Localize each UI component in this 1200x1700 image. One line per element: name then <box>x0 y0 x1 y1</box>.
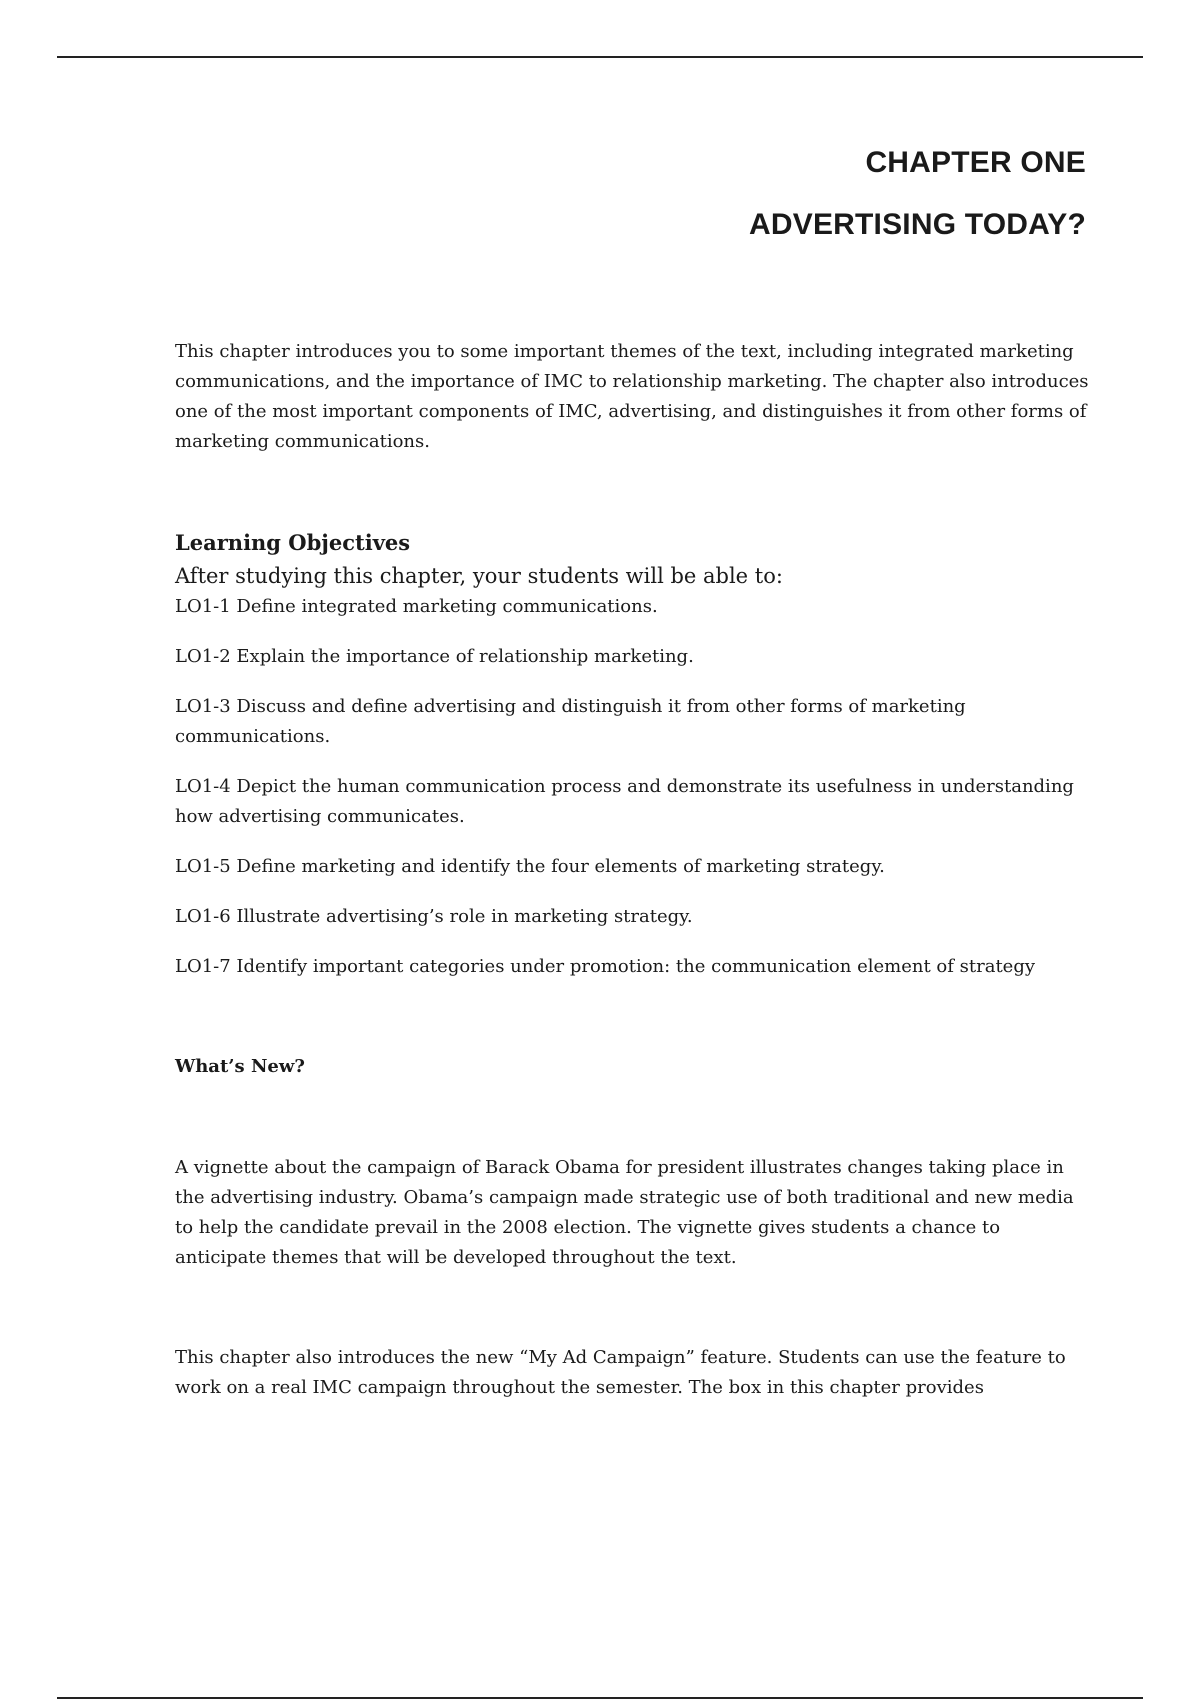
chapter-number: CHAPTER ONE <box>865 146 1086 179</box>
objective-item: LO1-6 Illustrate advertising’s role in marketing strategy. <box>175 906 693 927</box>
learning-objectives-intro: After studying this chapter, your students will be able to: <box>175 564 783 588</box>
intro-paragraph: This chapter introduces you to some important themes of the text, including integrated marketing communications, and the importance of IMC to relationship marketing. The chapter also introduces one of the most important components of IMC, advertising, and distinguishes it from other forms of marketing communications. <box>175 341 1089 452</box>
objective-item: LO1-7 Identify important categories under promotion: the communication element of strategy <box>175 956 1036 977</box>
objective-item: LO1-2 Explain the importance of relationship marketing. <box>175 646 694 667</box>
learning-objectives-list <box>175 592 1095 1002</box>
top-rule <box>57 56 1143 58</box>
vignette-paragraph: A vignette about the campaign of Barack Obama for president illustrates changes taking place in the advertising industry. Obama’s campaign made strategic use of both traditional and new media to help the candidate prevail in the 2008 election. The vignette gives students a chance to anticipate themes that will be developed throughout the text. <box>175 1157 1074 1268</box>
ad-campaign-paragraph: This chapter also introduces the new “My Ad Campaign” feature. Students can use the feature to work on a real IMC campaign throughout the semester. The box in this chapter provides <box>175 1347 1066 1398</box>
ad-campaign-section <box>175 1343 1095 1403</box>
learning-objectives-heading: Learning Objectives <box>175 530 411 555</box>
objective-item: LO1-4 Depict the human communication process and demonstrate its usefulness in understanding how advertising communicates. <box>175 776 1074 827</box>
chapter-title: ADVERTISING TODAY? <box>749 208 1086 241</box>
vignette-section <box>175 1153 1095 1273</box>
bottom-rule <box>57 1697 1143 1699</box>
objective-item: LO1-3 Discuss and define advertising and distinguish it from other forms of marketing communications. <box>175 696 966 747</box>
objective-item: LO1-1 Define integrated marketing communications. <box>175 596 658 617</box>
chapter-header <box>749 145 1086 243</box>
intro-section <box>175 337 1095 457</box>
objective-item: LO1-5 Define marketing and identify the four elements of marketing strategy. <box>175 856 885 877</box>
whats-new-heading: What’s New? <box>175 1056 305 1077</box>
